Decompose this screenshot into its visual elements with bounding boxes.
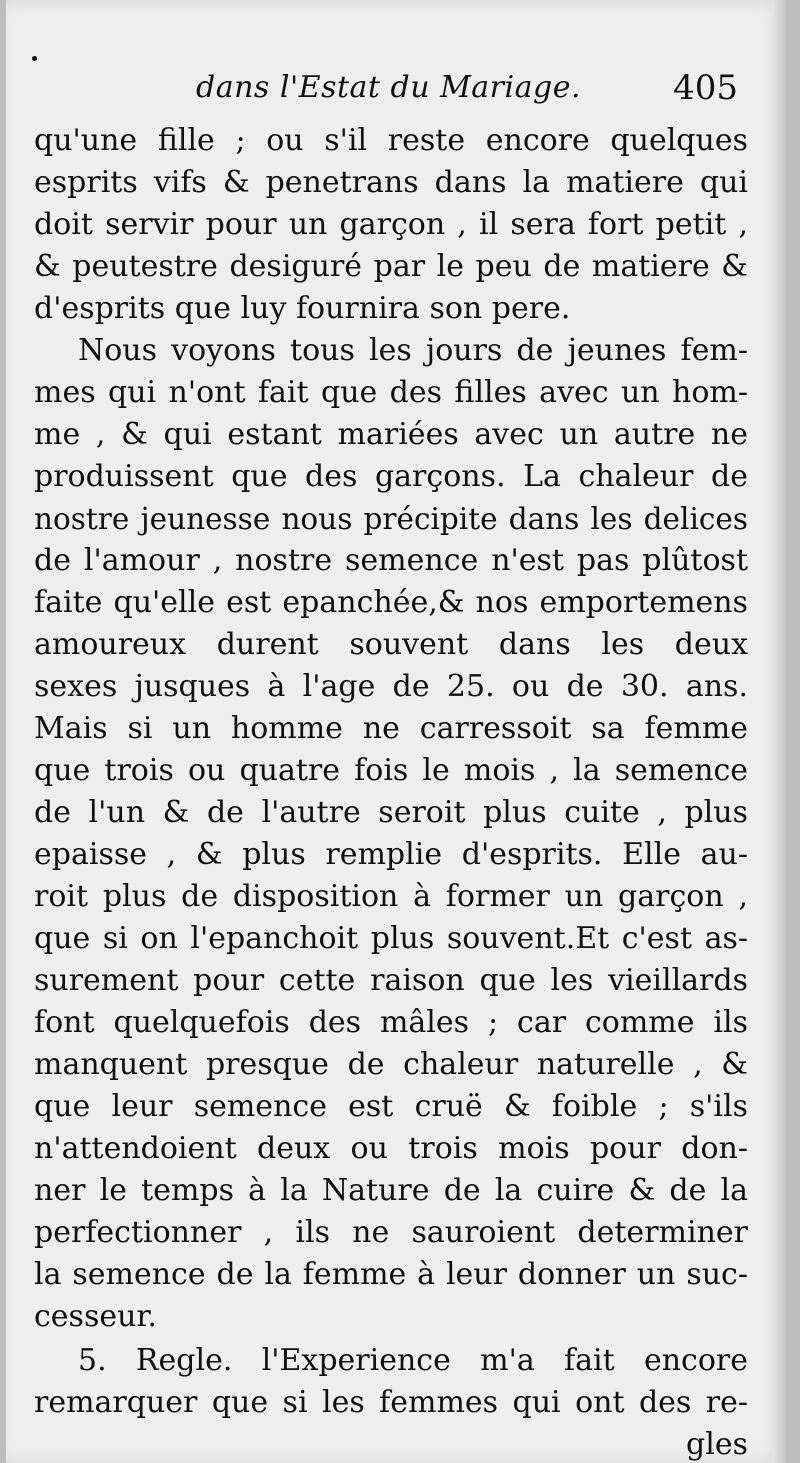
text-line: roit plus de disposition à former un garçon , [34, 879, 748, 914]
text-line: que si on l'epanchoit plus souvent.Et c'est as- [34, 921, 748, 956]
text-line: & peutestre desiguré par le peu de matiere & [34, 249, 748, 284]
text-line: Nous voyons tous les jours de jeunes fem- [78, 333, 748, 368]
text-line: de l'amour , nostre semence n'est pas plûtost [34, 543, 748, 578]
text-line: mes qui n'ont fait que des filles avec un hom- [34, 375, 748, 410]
text-line: cesseur. [34, 1299, 158, 1334]
text-line: esprits vifs & penetrans dans la matiere qui [34, 165, 748, 200]
page-number: 405 [673, 68, 738, 108]
text-line: font quelquefois des mâles ; car comme ils [34, 1005, 748, 1040]
text-line: doit servir pour un garçon , il sera fort petit , [34, 207, 748, 242]
text-line: sexes jusques à l'age de 25. ou de 30. ans. [34, 669, 748, 704]
text-line: produissent que des garçons. La chaleur de [34, 459, 748, 494]
book-page [6, 0, 786, 1463]
catchword: gles [686, 1427, 748, 1462]
text-line: perfectionner , ils ne sauroient determiner [34, 1215, 748, 1250]
text-line: que leur semence est cruë & foible ; s'ils [34, 1089, 748, 1124]
text-line: remarquer que si les femmes qui ont des re- [34, 1385, 748, 1420]
text-line: nostre jeunesse nous précipite dans les delices [34, 502, 748, 536]
text-line: me , & qui estant mariées avec un autre ne [34, 417, 748, 452]
running-title: dans l'Estat du Mariage. [196, 70, 581, 105]
text-line: manquent presque de chaleur naturelle , & [34, 1047, 748, 1082]
text-line: epaisse , & plus remplie d'esprits. Elle au- [34, 837, 748, 872]
text-line: Mais si un homme ne carressoit sa femme [34, 711, 748, 746]
body-text [34, 120, 748, 1463]
text-line: la semence de la femme à leur donner un suc- [34, 1257, 748, 1292]
text-line: n'attendoient deux ou trois mois pour don- [34, 1131, 748, 1166]
text-line: ner le temps à la Nature de la cuire & de la [34, 1173, 748, 1208]
text-line: amoureux durent souvent dans les deux [34, 627, 748, 662]
ink-dot-mark [32, 56, 37, 61]
text-line: qu'une fille ; ou s'il reste encore quelques [34, 123, 748, 158]
page-edge-shadow [772, 0, 786, 1463]
text-line: d'esprits que luy fournira son pere. [34, 291, 571, 326]
text-line: faite qu'elle est epanchée,& nos emportemens [34, 585, 748, 620]
page-header [6, 64, 786, 114]
text-line: que trois ou quatre fois le mois , la semence [34, 753, 748, 788]
text-line: surement pour cette raison que les vieillards [34, 963, 748, 998]
text-line: 5. Regle. l'Experience m'a fait encore [78, 1343, 748, 1378]
text-line: de l'un & de l'autre seroit plus cuite , plus [34, 795, 748, 830]
